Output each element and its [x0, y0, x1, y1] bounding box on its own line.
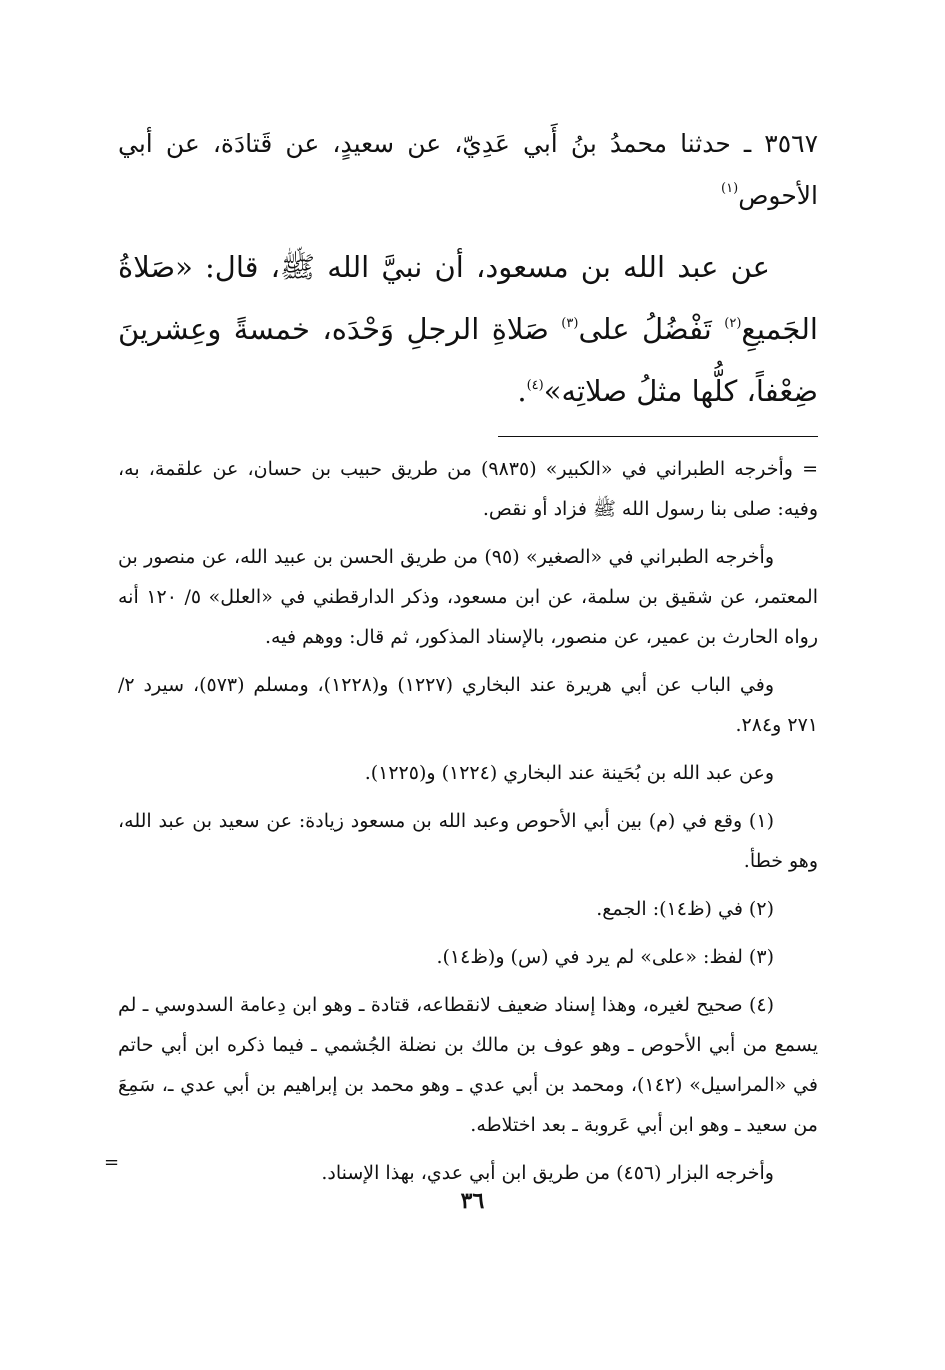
footnote-ref-4: (٤) [526, 378, 544, 393]
footnote-1: (١) وقع في (م) بين أبي الأحوص وعبد الله بن مسعود زيادة: عن سعيد بن عبد الله، وهو خطأ. [118, 810, 818, 872]
page-body [118, 118, 818, 1368]
footnote-4: (٤) صحيح لغيره، وهذا إسناد ضعيف لانقطاعه، قتادة ـ وهو ابن دِعامة السدوسي ـ لم يسمع من أبي الأحوص ـ وهو عوف بن مالك بن نضلة الجُشمي ـ فيما ذكره ابن أبي حاتم في «المراسيل» (١٤٢)، ومحمد بن أبي عدي ـ وهو محمد بن إبراهيم بن أبي عدي ـ، سَمِعَ من سعيد ـ وهو ابن أبي عَروبة ـ بعد اختلاطه. [118, 994, 818, 1136]
footnote-3: (٣) لفظ: «على» لم يرد في (س) و(ظ١٤). [436, 946, 774, 968]
hadith-matn [118, 236, 818, 422]
matn-text-3: صَلاةِ الرجلِ وَحْدَه، خمسةً وعِشرينَ ضِعْفاً، كلُّها مثلُ صلاتِه» [118, 312, 818, 408]
matn-end: . [517, 374, 527, 408]
footnote-divider [498, 436, 818, 437]
footnote-ref-3: (٣) [561, 316, 579, 331]
footnote-fil-bab-abu-hurayra: وفي الباب عن أبي هريرة عند البخاري (١٢٢٧) و(١٢٢٨)، ومسلم (٥٧٣)، سيرد ٢/ ٢٧١ و٢٨٤. [118, 674, 818, 736]
footnote-ref-2: (٢) [724, 316, 742, 331]
continuation-mark: = [104, 1152, 120, 1173]
matn-text-2: تَفْضُلُ على [578, 312, 725, 346]
hadith-isnad [118, 118, 818, 222]
footnotes-section [118, 449, 818, 1193]
matn-text-1: عن عبد الله بن مسعود، أن نبيَّ الله ﷺ، قال: «صَلاةُ الجَميعِ [118, 250, 818, 346]
footnote-ref-1: (١) [721, 181, 739, 196]
footnote-2: (٢) في (ظ١٤): الجمع. [596, 898, 774, 920]
footnote-tabarani-saghir: وأخرجه الطبراني في «الصغير» (٩٥) من طريق الحسن بن عبيد الله، عن منصور بن المعتمر، عن شقيق بن سلمة، عن ابن مسعود، وذكر الدارقطني في «العلل» ٥/ ١٢٠ أنه رواه الحارث بن عمير، عن منصور، بالإسناد المذكور، ثم قال: ووهم فيه. [118, 546, 818, 648]
isnad-text: ٣٥٦٧ ـ حدثنا محمدُ بنُ أَبي عَدِيّ، عن سعيدٍ، عن قَتادَة، عن أبي الأحوص [118, 129, 818, 210]
page-number: ٣٦ [460, 1188, 485, 1214]
footnote-continued-tabarani-kabir: = وأخرجه الطبراني في «الكبير» (٩٨٣٥) من طريق حبيب بن حسان، عن علقمة، به، وفيه: صلى بنا رسول الله ﷺ فزاد أو نقص. [118, 458, 818, 520]
footnote-bazzar: وأخرجه البزار (٤٥٦) من طريق ابن أبي عدي، بهذا الإسناد. [321, 1162, 774, 1184]
footnote-ibn-buhayna: وعن عبد الله بن بُحَينة عند البخاري (١٢٢٤) و(١٢٢٥). [364, 762, 774, 784]
